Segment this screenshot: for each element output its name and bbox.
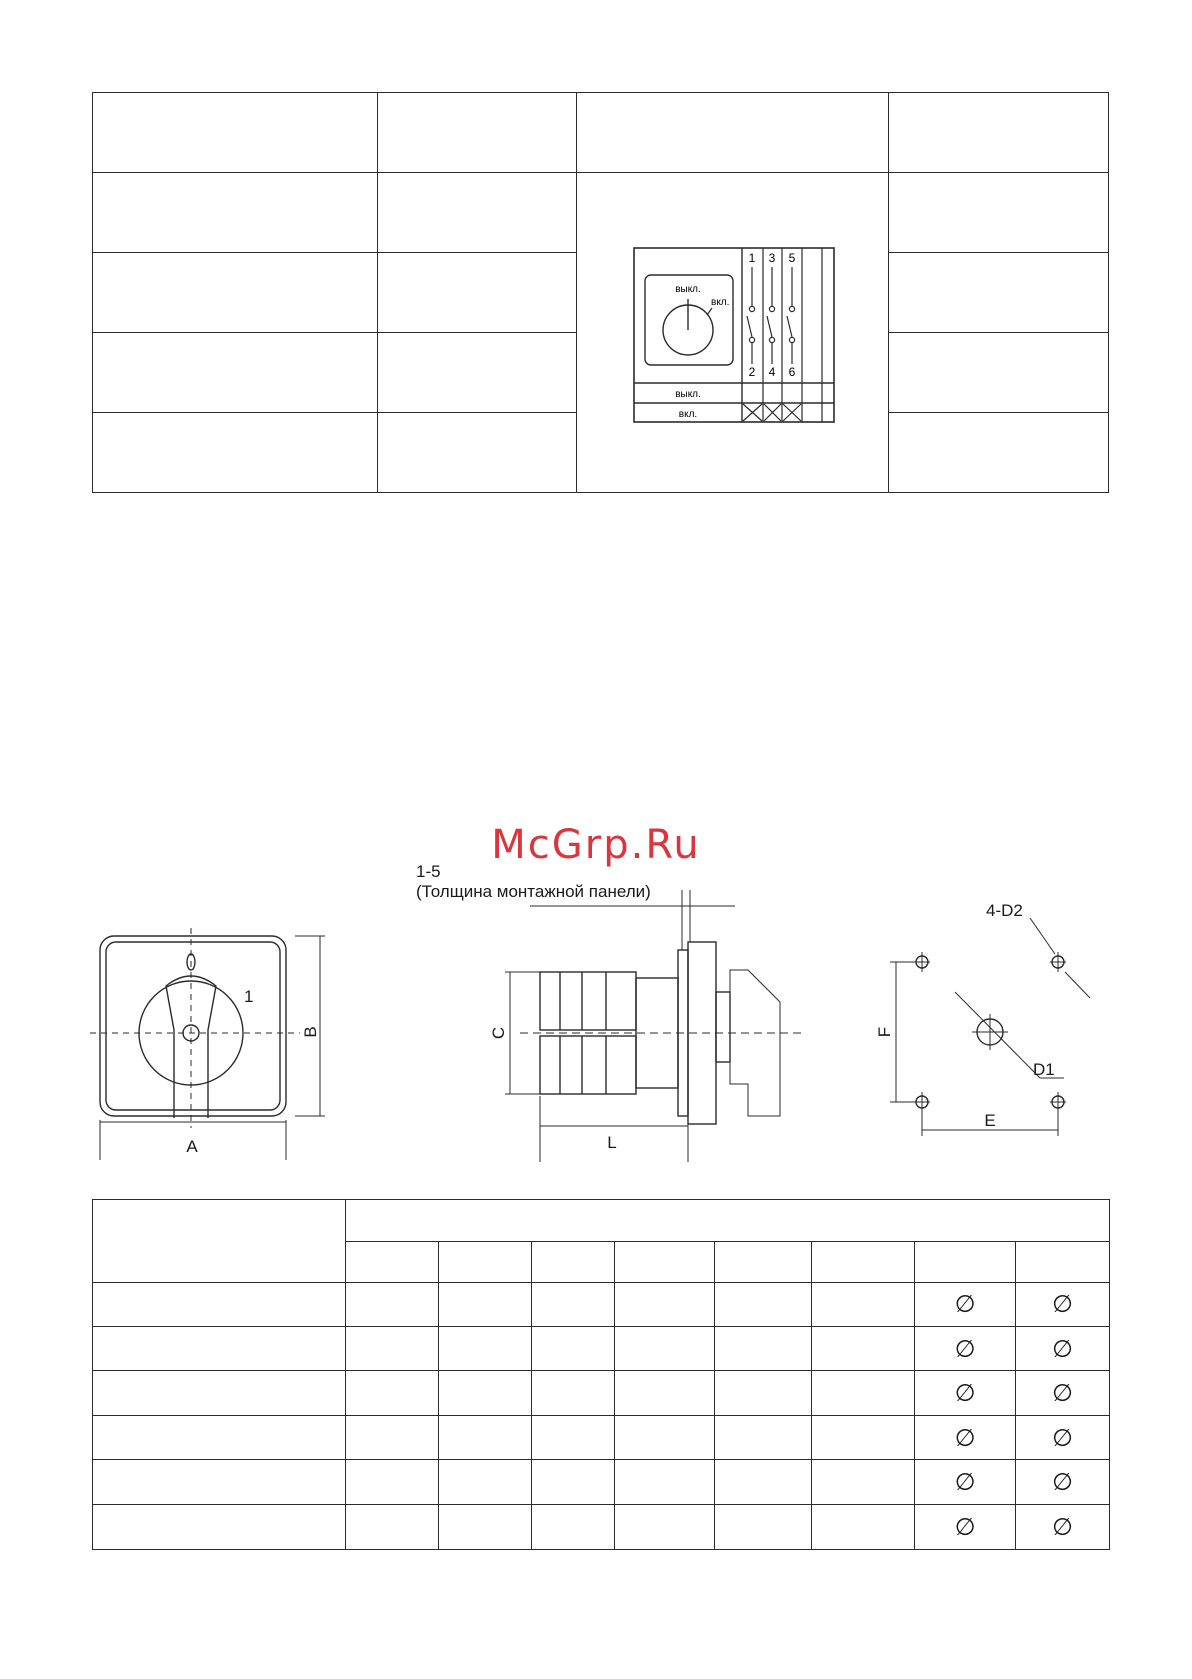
dim-c-label: C xyxy=(489,1026,508,1040)
table-row xyxy=(93,173,1109,253)
table-cell xyxy=(93,253,378,333)
dim-d1-label: D1 xyxy=(1033,1060,1055,1079)
terminal-label: 3 xyxy=(768,250,776,265)
table-cell xyxy=(889,173,1109,253)
header-cell xyxy=(577,93,889,173)
terminal-label: 5 xyxy=(788,250,796,265)
dimension-drawings xyxy=(0,890,1192,1180)
dial-on-label: вкл. xyxy=(711,296,730,308)
header-cell xyxy=(377,93,577,173)
subheader-cell xyxy=(531,1242,615,1282)
terminal-label: 4 xyxy=(768,364,776,379)
table-header-row xyxy=(93,1200,1110,1242)
dim-l-label: L xyxy=(607,1133,617,1152)
diameter-symbol: ∅ xyxy=(1016,1327,1110,1371)
diameter-symbol: ∅ xyxy=(1016,1460,1110,1504)
dim-b-label: B xyxy=(301,1026,320,1038)
header-cell xyxy=(889,93,1109,173)
table-cell xyxy=(93,413,378,493)
table-header-row xyxy=(93,93,1109,173)
header-cell xyxy=(345,1200,1109,1242)
contact-symbols xyxy=(747,267,795,364)
diameter-symbol: ∅ xyxy=(1016,1282,1110,1326)
subheader-cell xyxy=(915,1242,1016,1282)
subheader-cell xyxy=(615,1242,715,1282)
header-cell xyxy=(93,93,378,173)
switch-spec-table xyxy=(92,92,1109,493)
table-row xyxy=(93,1415,1110,1459)
subheader-cell xyxy=(345,1242,438,1282)
diameter-symbol: ∅ xyxy=(915,1327,1016,1371)
table-cell xyxy=(889,333,1109,413)
table-cell xyxy=(377,333,577,413)
diameter-symbol: ∅ xyxy=(915,1371,1016,1415)
diameter-symbol: ∅ xyxy=(915,1415,1016,1459)
header-cell xyxy=(93,1200,346,1283)
diameter-symbol: ∅ xyxy=(915,1504,1016,1549)
table-cell xyxy=(377,413,577,493)
contact-closed-marks xyxy=(743,404,801,421)
dim-a-label: A xyxy=(186,1137,198,1156)
table-row xyxy=(93,1504,1110,1549)
panel-thickness-value: 1-5 xyxy=(416,862,441,881)
diameter-symbol: ∅ xyxy=(1016,1504,1110,1549)
table-row xyxy=(93,1282,1110,1326)
watermark: McGrp.Ru xyxy=(491,822,701,868)
dimensions-table xyxy=(92,1199,1110,1550)
subheader-cell xyxy=(715,1242,812,1282)
dim-e-label: E xyxy=(984,1111,996,1130)
side-view-drawing xyxy=(505,890,805,1162)
front-view-drawing xyxy=(90,928,325,1160)
table-row xyxy=(93,1371,1110,1415)
dial-off-label: выкл. xyxy=(675,283,702,295)
table-cell xyxy=(889,253,1109,333)
subheader-cell xyxy=(1016,1242,1110,1282)
table-row xyxy=(93,1460,1110,1504)
dim-4d2-label: 4-D2 xyxy=(986,901,1023,920)
table-row xyxy=(93,1327,1110,1371)
subheader-cell xyxy=(438,1242,531,1282)
wiring-scheme-cell xyxy=(577,173,889,493)
table-cell xyxy=(93,173,378,253)
mounting-holes-drawing xyxy=(890,918,1090,1136)
scheme-row-on: вкл. xyxy=(679,408,698,420)
scheme-row-off: выкл. xyxy=(675,388,702,400)
diameter-symbol: ∅ xyxy=(915,1282,1016,1326)
table-cell xyxy=(889,413,1109,493)
panel-thickness-caption: (Толщина монтажной панели) xyxy=(416,882,651,901)
table-cell xyxy=(377,173,577,253)
diameter-symbol: ∅ xyxy=(915,1460,1016,1504)
terminal-label: 6 xyxy=(788,364,796,379)
front-position-on: 1 xyxy=(244,987,254,1006)
dim-f-label: F xyxy=(875,1026,894,1038)
subheader-cell xyxy=(812,1242,915,1282)
diameter-symbol: ∅ xyxy=(1016,1371,1110,1415)
diameter-symbol: ∅ xyxy=(1016,1415,1110,1459)
wiring-scheme-diagram xyxy=(577,175,887,491)
terminal-label: 1 xyxy=(748,250,756,265)
terminal-label: 2 xyxy=(748,364,756,379)
table-cell xyxy=(93,333,378,413)
table-cell xyxy=(377,253,577,333)
